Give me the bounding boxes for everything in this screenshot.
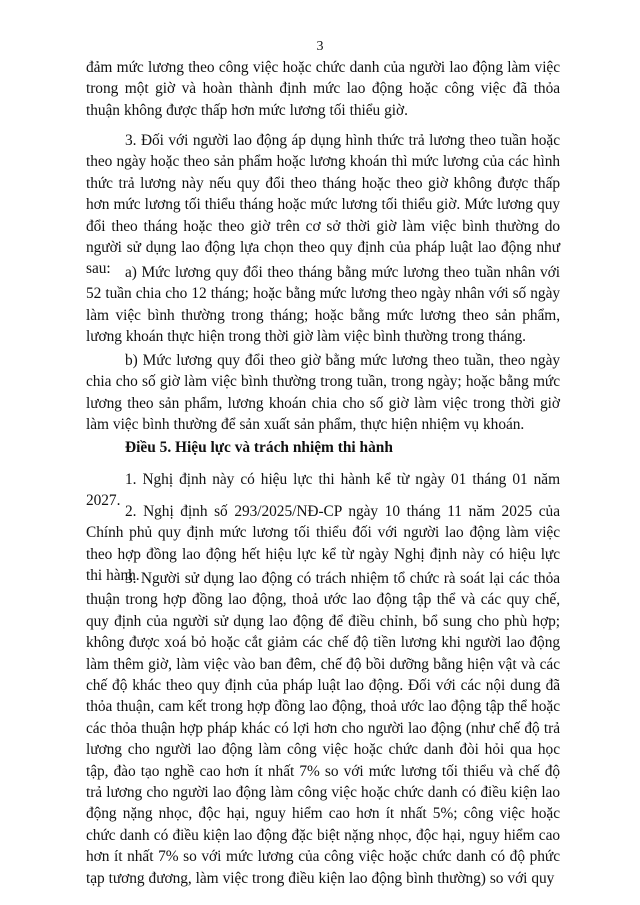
paragraph-clause-3: 3. Đối với người lao động áp dụng hình thức trả lương theo tuần hoặc theo ngày hoặc theo sản phẩm hoặc lương khoán thì mức lương của các hình thức trả lương này nếu quy đổi theo tháng hoặc theo giờ không được thấp hơn mức lương tối thiểu tháng hoặc mức lương tối thiểu giờ. Mức lương quy đổi theo tháng hoặc theo giờ trên cơ sở thời giờ làm việc bình thường do người sử dụng lao động lựa chọn theo quy định của pháp luật lao động như sau:	[86, 132, 560, 278]
paragraph-clause-b: b) Mức lương quy đổi theo giờ bằng mức lương theo tuần, theo ngày chia cho số giờ làm việc bình thường trong tuần, trong ngày; hoặc bằng mức lương theo sản phẩm, lương khoán chia cho số giờ làm việc trong thời giờ làm việc bình thường để sản xuất sản phẩm, thực hiện nhiệm vụ khoán.	[86, 352, 560, 434]
article-heading: Điều 5. Hiệu lực và trách nhiệm thi hành	[125, 439, 393, 456]
paragraph-clause-a: a) Mức lương quy đổi theo tháng bằng mức lương theo tuần nhân với 52 tuần chia cho 12 tháng; hoặc bằng mức lương theo ngày nhân với số ngày làm việc bình thường trong tháng; hoặc bằng mức lương theo sản phẩm, lương khoán thực hiện trong thời giờ làm việc bình thường trong tháng.	[86, 264, 560, 346]
paragraph-article5-item2: 2. Nghị định số 293/2025/NĐ-CP ngày 10 tháng 11 năm 2025 của Chính phủ quy định mức lương tối thiểu đối với người lao động làm việc theo hợp đồng lao động hết hiệu lực kể từ ngày Nghị định này có hiệu lực thi hành.	[86, 503, 560, 585]
paragraph-article5-item3: 3. Người sử dụng lao động có trách nhiệm tổ chức rà soát lại các thỏa thuận trong hợp đồng lao động, thoả ước lao động tập thể và các quy chế, quy định của người sử dụng lao động để điều chỉnh, bổ sung cho phù hợp; không được xoá bỏ hoặc cắt giảm các chế độ tiền lương khi người lao động làm thêm giờ, làm việc vào ban đêm, chế độ bồi dưỡng bằng hiện vật và các chế độ khác theo quy định của pháp luật lao động. Đối với các nội dung đã thỏa thuận, cam kết trong hợp đồng lao động, thoả ước lao động tập thể hoặc các thỏa thuận hợp pháp khác có lợi hơn cho người lao động (như chế độ trả lương cho người lao động làm công việc hoặc chức danh đòi hỏi qua học tập, đào tạo nghề cao hơn ít nhất 7% so với mức lương tối thiểu và chế độ trả lương cho người lao động làm công việc hoặc chức danh có điều kiện lao động nặng nhọc, độc hại, nguy hiểm cao hơn ít nhất 5%; công việc hoặc chức danh có điều kiện lao động đặc biệt nặng nhọc, độc hại, nguy hiểm cao hơn ít nhất 7% so với mức lương của công việc hoặc chức danh có độ phức tạp tương đương, làm việc trong điều kiện lao động bình thường) so với quy	[86, 570, 560, 887]
paragraph-continuation: đảm mức lương theo công việc hoặc chức danh của người lao động làm việc trong một giờ và hoàn thành định mức lao động hoặc công việc đã thỏa thuận không được thấp hơn mức lương tối thiểu giờ.	[86, 59, 560, 119]
page-number: 3	[316, 39, 324, 54]
paragraph-article5-item1: 1. Nghị định này có hiệu lực thi hành kể từ ngày 01 tháng 01 năm 2027.	[86, 471, 560, 510]
